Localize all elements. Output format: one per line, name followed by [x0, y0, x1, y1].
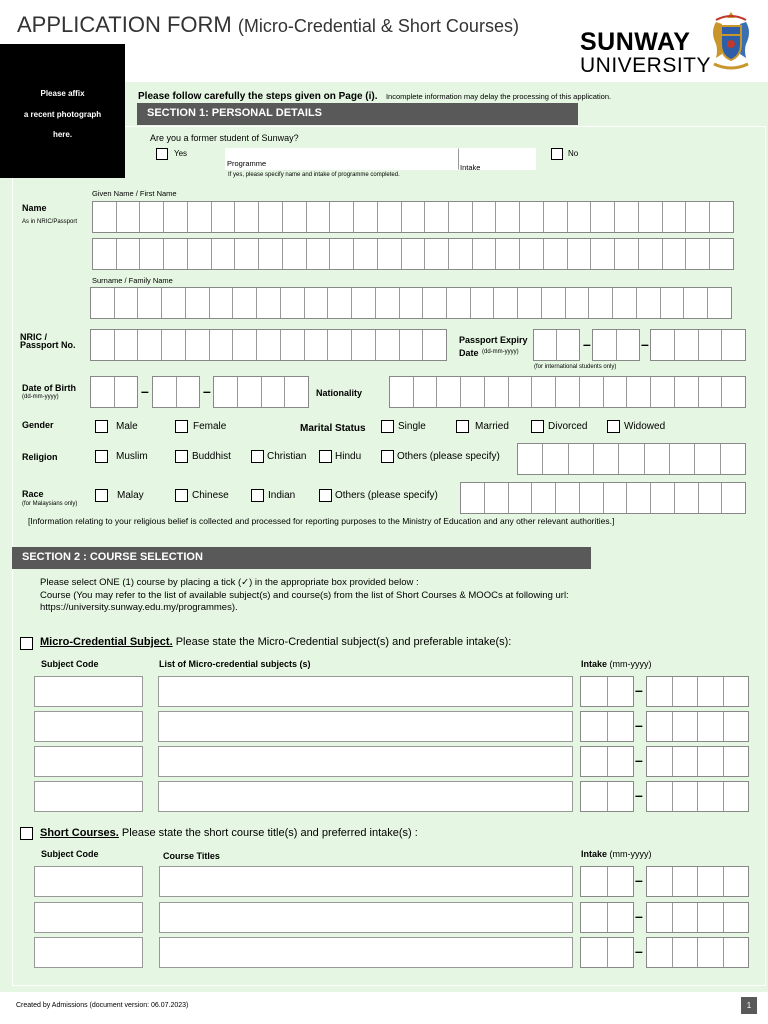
race-others-checkbox[interactable]	[319, 489, 332, 502]
micro-subject-code-input[interactable]	[34, 711, 143, 742]
gender-label: Gender	[22, 420, 54, 430]
expiry-year-boxes[interactable]	[650, 329, 746, 361]
passport-expiry-label-2: Date	[459, 348, 479, 358]
logo-line1: SUNWAY	[580, 28, 691, 56]
nric-label-1: NRIC /	[20, 332, 47, 342]
former-no-checkbox[interactable]	[551, 148, 563, 160]
religion-disclaimer: [Information relating to your religious belief is collected and processed for reporting purposes to the Ministry of Education and any other relevant authorities.]	[28, 516, 615, 526]
race-malay-checkbox[interactable]	[95, 489, 108, 502]
dob-year-boxes[interactable]	[213, 376, 309, 408]
passport-expiry-label-1: Passport Expiry	[459, 335, 528, 345]
micro-title-input[interactable]	[158, 746, 573, 777]
dob-format: (dd-mm-yyyy)	[22, 394, 59, 400]
religion-buddhist-checkbox[interactable]	[175, 450, 188, 463]
race-others-boxes[interactable]	[460, 482, 746, 514]
marital-divorced-checkbox[interactable]	[531, 420, 544, 433]
short-title-input[interactable]	[159, 937, 573, 968]
logo-line2: UNIVERSITY	[580, 54, 712, 77]
instructions	[138, 86, 611, 104]
form-title-main: APPLICATION FORM	[17, 12, 232, 37]
micro-intake-dash: –	[635, 752, 643, 768]
short-subject-code-input[interactable]	[34, 937, 143, 968]
given-name-boxes-row2[interactable]	[92, 238, 734, 270]
marital-single-checkbox[interactable]	[381, 420, 394, 433]
short-courses-title: Short Courses.	[40, 827, 119, 839]
race-malay-label: Malay	[117, 490, 144, 501]
micro-title-input[interactable]	[158, 711, 573, 742]
short-subject-code-header: Subject Code	[41, 849, 99, 859]
university-crest-icon	[706, 8, 756, 76]
micro-intake-year-boxes[interactable]	[646, 781, 749, 812]
expiry-dash-2: –	[641, 336, 649, 352]
intake-label: Intake	[460, 163, 481, 172]
micro-credential-heading	[40, 636, 511, 648]
short-intake-month-boxes[interactable]	[580, 902, 634, 933]
marital-married-label: Married	[475, 421, 509, 432]
gender-female-checkbox[interactable]	[175, 420, 188, 433]
micro-intake-header-fmt: (mm-yyyy)	[609, 659, 652, 669]
section2-intro-line2: Course (You may refer to the list of available subject(s) and course(s) from the list of Short Courses & MOOCs at following url:	[40, 589, 569, 601]
micro-intake-year-boxes[interactable]	[646, 711, 749, 742]
instructions-normal: Incomplete information may delay the processing of this application.	[385, 92, 612, 101]
short-course-titles-header: Course Titles	[163, 851, 220, 861]
short-intake-month-boxes[interactable]	[580, 937, 634, 968]
micro-subjects-list-header: List of Micro-credential subjects (s)	[159, 659, 311, 669]
race-note: (for Malaysians only)	[22, 501, 78, 507]
dob-dash-2: –	[203, 383, 211, 399]
section2-header: SECTION 2 : COURSE SELECTION	[12, 547, 591, 569]
religion-others-checkbox[interactable]	[381, 450, 394, 463]
dob-label: Date of Birth	[22, 383, 76, 393]
religion-christian-label: Christian	[267, 451, 307, 462]
gender-female-label: Female	[193, 421, 227, 432]
marital-widowed-label: Widowed	[624, 421, 666, 432]
short-intake-header-bold: Intake	[581, 849, 608, 859]
micro-title-input[interactable]	[158, 676, 573, 707]
programme-label: Programme	[227, 159, 267, 168]
expiry-dash-1: –	[583, 336, 591, 352]
micro-intake-year-boxes[interactable]	[646, 676, 749, 707]
nationality-label: Nationality	[316, 388, 363, 398]
short-courses-heading	[40, 827, 418, 839]
short-intake-month-boxes[interactable]	[580, 866, 634, 897]
micro-intake-header	[581, 659, 652, 669]
micro-intake-dash: –	[635, 787, 643, 803]
passport-expiry-format: (dd-mm-yyyy)	[482, 349, 519, 355]
section2-intro	[40, 577, 569, 615]
short-title-input[interactable]	[159, 866, 573, 897]
given-name-label: Given Name / First Name	[92, 189, 177, 198]
former-no-label: No	[568, 149, 579, 158]
short-intake-dash: –	[635, 943, 643, 959]
religion-others-label: Others (please specify)	[397, 451, 500, 462]
short-title-input[interactable]	[159, 902, 573, 933]
section2-intro-line1: Please select ONE (1) course by placing a tick (✓) in the appropriate box provided below :	[40, 577, 419, 588]
dob-day-boxes[interactable]	[90, 376, 138, 408]
religion-hindu-label: Hindu	[335, 451, 362, 462]
marital-married-checkbox[interactable]	[456, 420, 469, 433]
micro-intake-year-boxes[interactable]	[646, 746, 749, 777]
footer-created-by: Created by Admissions (document version: 06.07.2023)	[16, 1002, 189, 1009]
expiry-month-boxes[interactable]	[592, 329, 640, 361]
photo-line3: here.	[52, 130, 73, 139]
former-note: If yes, please specify name and intake of programme completed.	[228, 172, 400, 178]
micro-credential-checkbox[interactable]	[20, 637, 33, 650]
religion-hindu-checkbox[interactable]	[319, 450, 332, 463]
micro-subject-code-input[interactable]	[34, 746, 143, 777]
short-intake-dash: –	[635, 872, 643, 888]
intl-students-note: (for international students only)	[534, 364, 617, 370]
religion-others-boxes[interactable]	[517, 443, 746, 475]
religion-buddhist-label: Buddhist	[192, 451, 231, 462]
name-label: Name	[22, 203, 47, 213]
short-courses-checkbox[interactable]	[20, 827, 33, 840]
religion-label: Religion	[22, 452, 58, 462]
race-chinese-label: Chinese	[192, 490, 229, 501]
religion-muslim-checkbox[interactable]	[95, 450, 108, 463]
micro-credential-desc: Please state the Micro-Credential subject(s) and preferable intake(s):	[175, 636, 512, 648]
expiry-day-boxes[interactable]	[533, 329, 580, 361]
short-intake-header-fmt: (mm-yyyy)	[609, 849, 652, 859]
religion-christian-checkbox[interactable]	[251, 450, 264, 463]
nric-label-2: Passport No.	[20, 340, 76, 350]
marital-divorced-label: Divorced	[548, 421, 588, 432]
micro-subject-code-input[interactable]	[34, 781, 143, 812]
surname-boxes[interactable]	[90, 287, 732, 319]
photo-line2: a recent photograph	[23, 109, 102, 119]
nric-boxes[interactable]	[90, 329, 447, 361]
micro-intake-header-bold: Intake	[581, 659, 608, 669]
former-yes-label: Yes	[174, 149, 188, 158]
micro-credential-title: Micro-Credential Subject.	[40, 636, 173, 648]
micro-intake-month-boxes[interactable]	[580, 711, 634, 742]
short-intake-header	[581, 849, 652, 859]
short-intake-year-boxes[interactable]	[646, 866, 749, 897]
religion-muslim-label: Muslim	[116, 451, 148, 462]
micro-intake-month-boxes[interactable]	[580, 781, 634, 812]
name-note: As in NRIC/Passport	[22, 219, 78, 225]
micro-intake-dash: –	[635, 717, 643, 733]
short-intake-year-boxes[interactable]	[646, 902, 749, 933]
nationality-boxes[interactable]	[389, 376, 746, 408]
section1-header: SECTION 1: PERSONAL DETAILS	[137, 103, 578, 125]
micro-intake-month-boxes[interactable]	[580, 746, 634, 777]
race-indian-label: Indian	[268, 490, 296, 501]
surname-label: Surname / Family Name	[92, 276, 173, 285]
sunway-logo-text	[580, 30, 711, 76]
marital-status-label: Marital Status	[300, 423, 366, 434]
micro-intake-dash: –	[635, 682, 643, 698]
gender-male-label: Male	[116, 421, 138, 432]
photo-placeholder[interactable]	[0, 44, 125, 178]
race-others-label: Others (please specify)	[335, 490, 438, 501]
short-subject-code-input[interactable]	[34, 866, 143, 897]
micro-subject-code-header: Subject Code	[41, 659, 99, 669]
short-subject-code-input[interactable]	[34, 902, 143, 933]
micro-title-input[interactable]	[158, 781, 573, 812]
instructions-bold: Please follow carefully the steps given on Page (i).	[138, 91, 378, 102]
photo-line1: Please affix	[40, 89, 85, 98]
former-student-question: Are you a former student of Sunway?	[150, 133, 299, 143]
former-yes-checkbox[interactable]	[156, 148, 168, 160]
given-name-boxes-row1[interactable]	[92, 201, 734, 233]
dob-month-boxes[interactable]	[152, 376, 200, 408]
dob-dash-1: –	[141, 383, 149, 399]
short-intake-year-boxes[interactable]	[646, 937, 749, 968]
micro-subject-code-input[interactable]	[34, 676, 143, 707]
race-label: Race	[22, 489, 44, 499]
section2-intro-line3: https://university.sunway.edu.my/programmes).	[40, 602, 238, 613]
form-title-sub: (Micro-Credential & Short Courses)	[237, 16, 519, 36]
marital-widowed-checkbox[interactable]	[607, 420, 620, 433]
marital-single-label: Single	[398, 421, 426, 432]
short-courses-desc: Please state the short course title(s) and preferred intake(s) :	[121, 827, 418, 839]
page-number: 1	[741, 997, 757, 1014]
short-intake-dash: –	[635, 908, 643, 924]
form-title	[17, 12, 519, 38]
gender-male-checkbox[interactable]	[95, 420, 108, 433]
race-chinese-checkbox[interactable]	[175, 489, 188, 502]
micro-intake-month-boxes[interactable]	[580, 676, 634, 707]
race-indian-checkbox[interactable]	[251, 489, 264, 502]
